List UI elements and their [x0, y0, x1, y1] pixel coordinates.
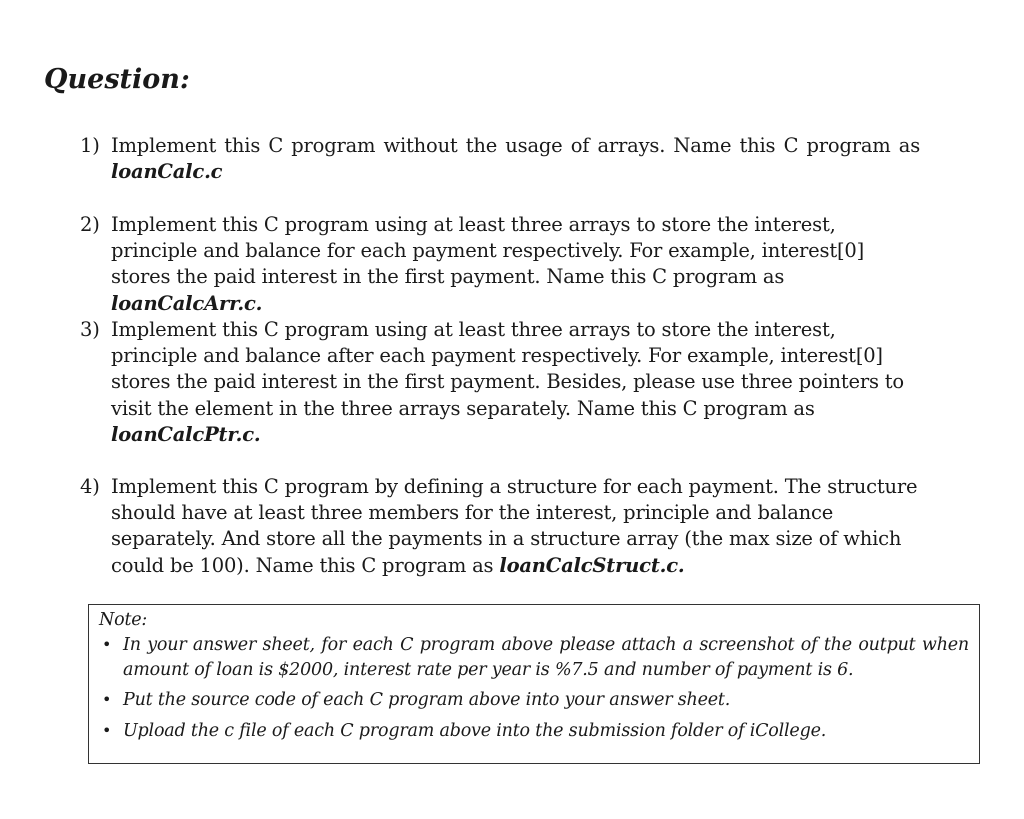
question-number: 2) [80, 213, 100, 236]
question-body [111, 317, 920, 448]
note-item [99, 688, 969, 713]
program-filename: loanCalcArr.c [111, 291, 256, 315]
note-list [99, 633, 969, 743]
question-text: Implement this C program by defining a structure for each payment. The structure should have at least three members for the interest, principle and balance separately. And store all the payments in a structure array (the max size of which could be 100). Name this C program as [111, 475, 918, 577]
question-item-1 [80, 133, 920, 185]
question-trail: . [255, 291, 263, 315]
bullet-icon: • [102, 720, 112, 740]
question-number: 3) [80, 318, 100, 341]
program-filename: loanCalc.c [111, 160, 223, 184]
question-item-4 [80, 474, 920, 579]
question-trail: . [253, 422, 261, 446]
question-body [111, 212, 920, 317]
question-text: Implement this C program using at least three arrays to store the interest, principle and balance after each payment respectively. For example, interest[0] stores the paid interest in the first payment. Besides, please use three pointers to visit the element in the three arrays separately. Name this C program as [111, 318, 904, 420]
question-trail: . [677, 553, 685, 577]
bullet-icon: • [102, 635, 112, 654]
question-text: Implement this C program using at least three arrays to store the interest, principle and balance for each payment respectively. For example, interest[0] stores the paid interest in the first payment. Name this C program as [111, 213, 864, 289]
note-title: Note: [99, 610, 148, 630]
question-number: 4) [80, 475, 100, 498]
question-text: Implement this C program without the usage of arrays. Name this C program as [111, 134, 920, 157]
question-item-2 [80, 212, 920, 317]
program-filename: loanCalcPtr.c [111, 422, 254, 446]
question-body [111, 133, 920, 185]
question-body [111, 474, 920, 579]
note-item [99, 633, 969, 682]
note-text: In your answer sheet, for each C program above please attach a screenshot of the output when amount of loan is $2000, interest rate per year is %7.5 and number of payment is 6. [123, 635, 969, 680]
bullet-icon: • [102, 690, 112, 709]
note-text: Put the source code of each C program above into your answer sheet. [123, 690, 731, 710]
program-filename: loanCalcStruct.c [499, 553, 678, 577]
note-item [99, 719, 969, 744]
question-item-3 [80, 317, 920, 448]
question-heading: Question: [44, 64, 190, 95]
note-box [88, 604, 980, 764]
question-number: 1) [80, 134, 100, 157]
note-text: Upload the c file of each C program above into the submission folder of iCollege. [123, 720, 827, 741]
